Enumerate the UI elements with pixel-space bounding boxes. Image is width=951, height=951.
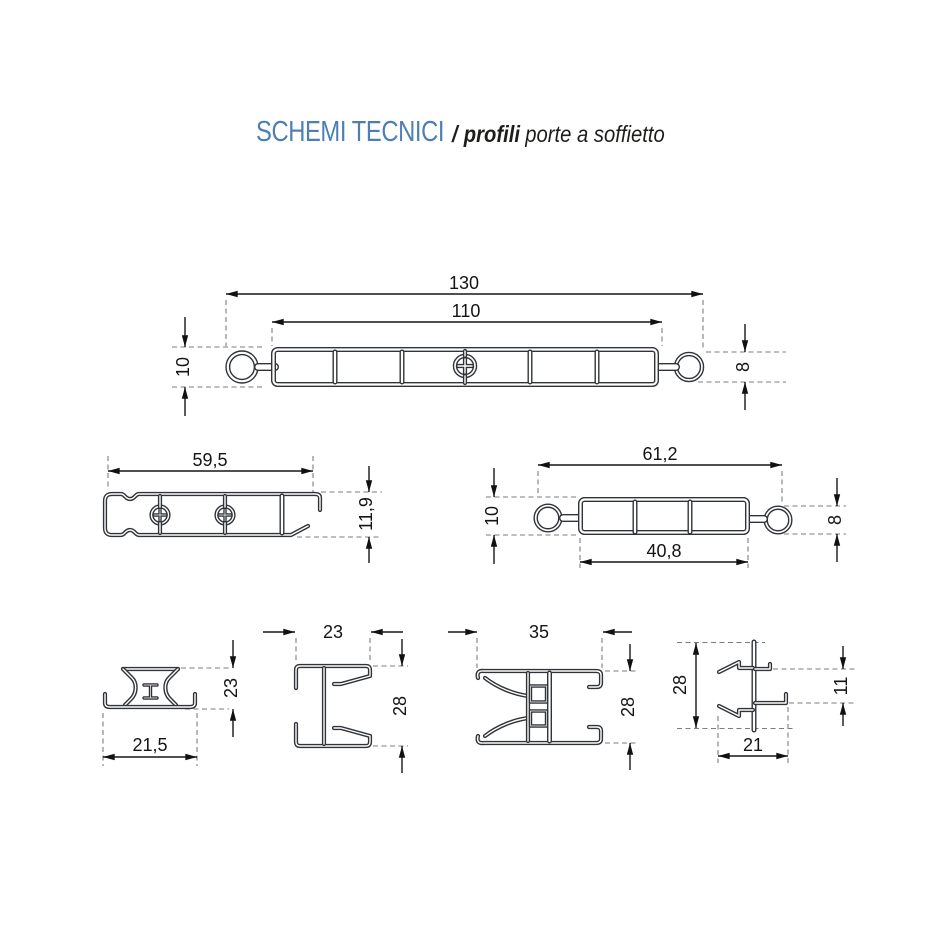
bottom-arm bbox=[296, 724, 370, 746]
dim-label-height-right: 8 bbox=[825, 514, 845, 526]
slat-body bbox=[581, 500, 748, 533]
dim-label-width: 21,5 bbox=[132, 735, 168, 755]
dim-label-width: 130 bbox=[448, 273, 480, 293]
dim-label-width: 21 bbox=[742, 735, 764, 755]
title-emphasis: profili bbox=[463, 121, 521, 147]
arm-bottom-right bbox=[755, 694, 786, 703]
dim-label-inner-width: 40,8 bbox=[646, 541, 682, 561]
profile-outline bbox=[296, 666, 370, 746]
dim-label-width: 23 bbox=[322, 622, 344, 642]
profile-outline bbox=[536, 500, 791, 533]
dim-label-height-left: 10 bbox=[482, 505, 502, 527]
profile-outline bbox=[105, 494, 320, 535]
dim-label-width: 61,2 bbox=[642, 444, 678, 464]
dim-label-inner-width: 110 bbox=[451, 301, 481, 321]
page-title-sub bbox=[452, 121, 665, 148]
drawing-slat-130 bbox=[130, 270, 800, 430]
title-separator: / bbox=[452, 121, 458, 147]
profile-outline bbox=[105, 669, 195, 707]
dim-label-height-left: 10 bbox=[173, 356, 193, 378]
drawing-profile-23 bbox=[255, 610, 435, 780]
page-title-main: SCHEMI TECNICI bbox=[256, 116, 445, 148]
dim-label-height: 28 bbox=[618, 696, 638, 718]
profile-outline bbox=[719, 642, 786, 730]
fin-top-right bbox=[755, 664, 770, 669]
dim-label-width: 35 bbox=[528, 622, 550, 642]
drawing-profile-59-5 bbox=[80, 440, 400, 585]
drawing-profile-35 bbox=[440, 610, 660, 780]
drawing-profile-21 bbox=[665, 620, 880, 785]
dim-label-height: 28 bbox=[670, 674, 690, 696]
extension-lines bbox=[108, 456, 382, 537]
dimension-lines bbox=[696, 643, 843, 756]
extension-line bbox=[108, 456, 382, 537]
chamber-box bbox=[531, 686, 547, 702]
chamber-box bbox=[531, 711, 547, 726]
dim-label-height: 28 bbox=[390, 695, 410, 717]
profile-outline bbox=[478, 671, 601, 743]
profile-body bbox=[105, 494, 320, 535]
dimension-lines bbox=[108, 466, 369, 563]
dim-label-height-right: 11 bbox=[831, 676, 851, 696]
drawing-profile-21-5 bbox=[85, 620, 265, 780]
dim-label-height: 23 bbox=[221, 677, 241, 699]
dimension-lines bbox=[263, 632, 403, 773]
top-strut bbox=[485, 678, 528, 696]
bottom-strut bbox=[485, 718, 528, 736]
profile-outline bbox=[228, 350, 702, 385]
chamber-dividers bbox=[635, 502, 690, 532]
dim-label-height: 11,9 bbox=[356, 497, 376, 531]
drawing-slat-61-2 bbox=[480, 440, 860, 590]
title-rest: porte a soffietto bbox=[525, 121, 665, 147]
dim-label-width: 59,5 bbox=[192, 450, 228, 470]
dim-label-height-right: 8 bbox=[733, 361, 753, 373]
top-arm bbox=[296, 666, 370, 688]
